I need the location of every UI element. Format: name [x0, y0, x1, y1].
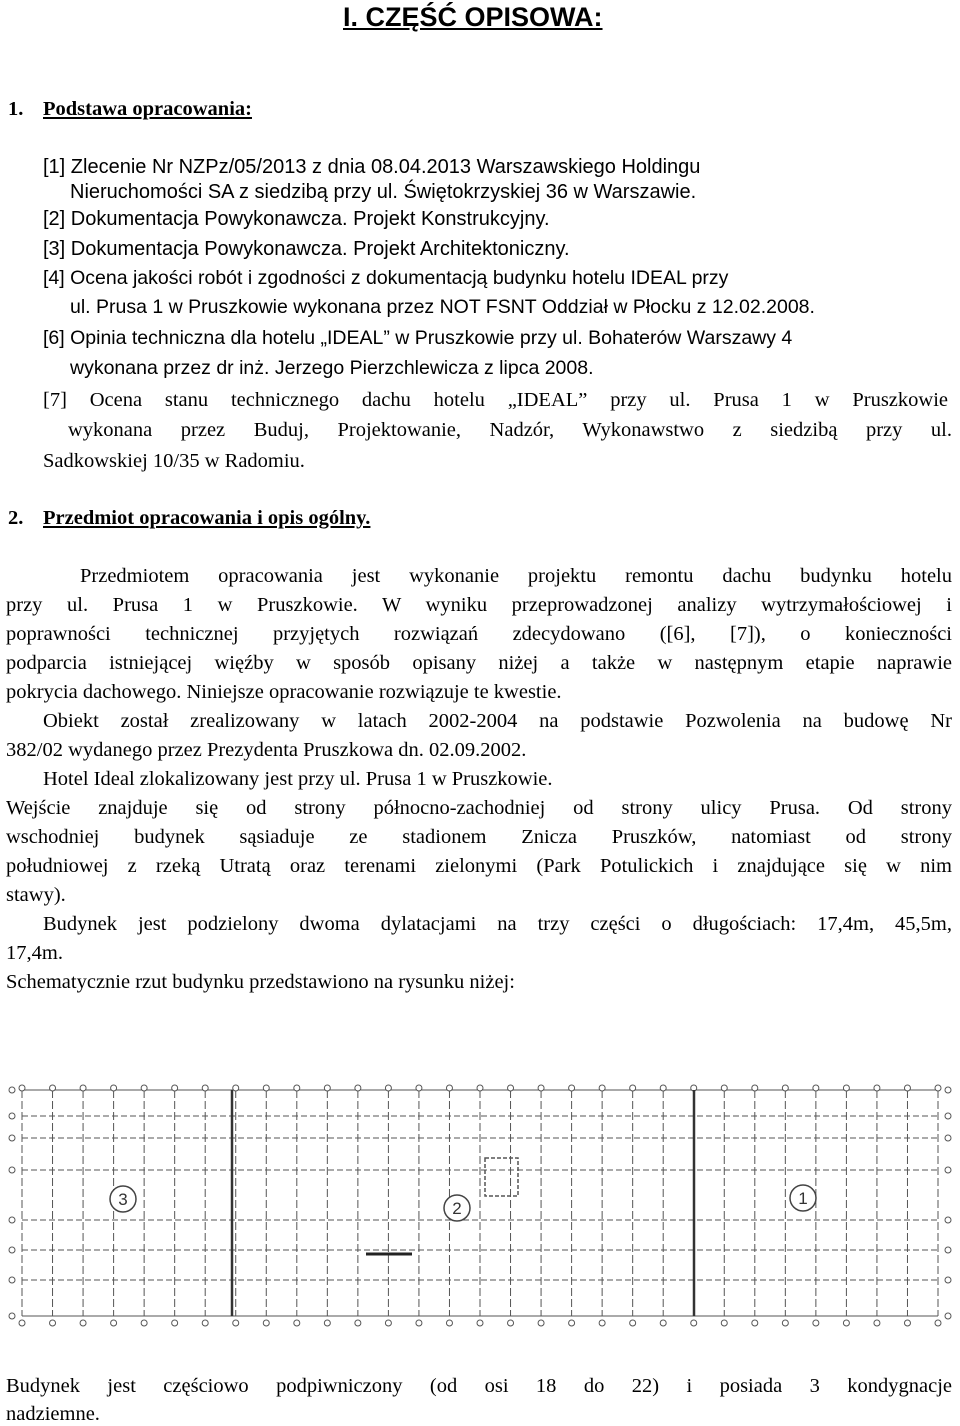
- axis-bubble: [294, 1320, 300, 1326]
- axis-bubble: [111, 1085, 117, 1091]
- footer-line: Budynek jest częściowo podpiwniczony (od osi 18 do 22) i posiada 3 kondygnacje: [6, 1375, 952, 1397]
- axis-bubble: [385, 1085, 391, 1091]
- axis-bubble: [904, 1085, 910, 1091]
- axis-bubble: [874, 1320, 880, 1326]
- axis-bubble: [80, 1085, 86, 1091]
- axis-bubble: [9, 1087, 15, 1093]
- axis-bubble: [172, 1320, 178, 1326]
- axis-bubble: [945, 1217, 951, 1223]
- axis-bubble: [9, 1247, 15, 1253]
- axis-bubble: [508, 1320, 514, 1326]
- body-line: Hotel Ideal zlokalizowany jest przy ul. Prusa 1 w Pruszkowie.: [43, 768, 553, 790]
- reference-line: [4] Ocena jakości robót i zgodności z dokumentacją budynku hotelu IDEAL przy: [43, 267, 729, 289]
- axis-bubble: [233, 1085, 239, 1091]
- axis-bubble: [111, 1320, 117, 1326]
- axis-bubble: [324, 1320, 330, 1326]
- body-line: Obiekt został zrealizowany w latach 2002-2004 na podstawie Pozwolenia na budowę Nr: [43, 710, 952, 732]
- axis-bubble: [660, 1320, 666, 1326]
- axis-bubble: [660, 1085, 666, 1091]
- reference-line: [7] Ocena stanu technicznego dachu hotelu „IDEAL” przy ul. Prusa 1 w Pruszkowie: [43, 389, 948, 411]
- axis-bubble: [172, 1085, 178, 1091]
- axis-bubble: [945, 1113, 951, 1119]
- axis-bubble: [294, 1085, 300, 1091]
- body-line: poprawności technicznej przyjętych rozwiązań zdecydowano ([6], [7]), o konieczności: [6, 623, 952, 645]
- body-line: Wejście znajduje się od strony północno-zachodniej od strony ulicy Prusa. Od strony: [6, 797, 952, 819]
- part-label: 2: [452, 1199, 462, 1218]
- axis-bubble: [80, 1320, 86, 1326]
- body-line: Budynek jest podzielony dwoma dylatacjami na trzy części o długościach: 17,4m, 45,5m,: [43, 913, 952, 935]
- axis-bubble: [874, 1085, 880, 1091]
- axis-bubble: [9, 1135, 15, 1141]
- reference-line: Nieruchomości SA z siedzibą przy ul. Świętokrzyskiej 36 w Warszawie.: [70, 181, 697, 203]
- axis-bubble: [782, 1085, 788, 1091]
- axis-bubble: [935, 1320, 941, 1326]
- axis-bubble: [446, 1085, 452, 1091]
- footer-line: nadziemne.: [6, 1403, 100, 1425]
- shaft-outline: [485, 1158, 518, 1196]
- reference-line: [6] Opinia techniczna dla hotelu „IDEAL” w Pruszkowie przy ul. Bohaterów Warszawy 4: [43, 327, 793, 349]
- axis-bubble: [945, 1313, 951, 1319]
- axis-bubble: [477, 1085, 483, 1091]
- axis-bubble: [9, 1167, 15, 1173]
- axis-bubble: [324, 1085, 330, 1091]
- axis-bubble: [19, 1085, 25, 1091]
- part-marker-3: [110, 1186, 136, 1212]
- part-label: 1: [798, 1189, 808, 1208]
- axis-bubble: [416, 1085, 422, 1091]
- body-line: wschodniej budynek sąsiaduje ze stadionem Znicza Pruszków, natomiast od strony: [6, 826, 952, 848]
- axis-bubble: [599, 1320, 605, 1326]
- body-line: Schematycznie rzut budynku przedstawiono na rysunku niżej:: [6, 971, 515, 993]
- axis-bubble: [569, 1320, 575, 1326]
- body-line: 382/02 wydanego przez Prezydenta Pruszkowa dn. 02.09.2002.: [6, 739, 527, 761]
- axis-bubble: [630, 1085, 636, 1091]
- axis-bubble: [9, 1113, 15, 1119]
- axis-bubble: [599, 1085, 605, 1091]
- axis-bubble: [19, 1320, 25, 1326]
- section-1-number: 1.: [8, 98, 24, 120]
- axis-bubble: [477, 1320, 483, 1326]
- axis-bubble: [904, 1320, 910, 1326]
- body-line: pokrycia dachowego. Niniejsze opracowanie rozwiązuje te kwestie.: [6, 681, 562, 703]
- reference-line: wykonana przez Buduj, Projektowanie, Nadzór, Wykonawstwo z siedzibą przy ul.: [68, 419, 952, 441]
- axis-bubble: [141, 1320, 147, 1326]
- body-line: 17,4m.: [6, 942, 63, 964]
- axis-bubble: [945, 1277, 951, 1283]
- reference-line: wykonana przez dr inż. Jerzego Pierzchlewicza z lipca 2008.: [70, 357, 594, 379]
- axis-bubble: [385, 1320, 391, 1326]
- axis-bubble: [202, 1085, 208, 1091]
- axis-bubble: [630, 1320, 636, 1326]
- section-2-heading: Przedmiot opracowania i opis ogólny.: [43, 507, 371, 529]
- reference-line: [1] Zlecenie Nr NZPz/05/2013 z dnia 08.04.2013 Warszawskiego Holdingu: [43, 156, 701, 178]
- part-label: 3: [118, 1190, 128, 1209]
- part-marker-2: [444, 1195, 470, 1221]
- axis-bubble: [945, 1135, 951, 1141]
- axis-bubble: [9, 1313, 15, 1319]
- axis-bubble: [263, 1085, 269, 1091]
- axis-bubble: [446, 1320, 452, 1326]
- body-line: południowej z rzeką Utratą oraz terenami zielonymi (Park Potulickich i znajdujące się w nim: [6, 855, 952, 877]
- reference-line: [2] Dokumentacja Powykonawcza. Projekt Konstrukcyjny.: [43, 208, 550, 230]
- axis-bubble: [945, 1087, 951, 1093]
- axis-bubble: [355, 1320, 361, 1326]
- axis-bubble: [50, 1320, 56, 1326]
- axis-bubble: [50, 1085, 56, 1091]
- axis-bubble: [569, 1085, 575, 1091]
- axis-bubble: [752, 1085, 758, 1091]
- axis-bubble: [202, 1320, 208, 1326]
- axis-bubble: [935, 1085, 941, 1091]
- axis-bubble: [782, 1320, 788, 1326]
- axis-bubble: [721, 1320, 727, 1326]
- page-title: I. CZĘŚĆ OPISOWA:: [343, 2, 603, 32]
- part-marker-1: [790, 1185, 816, 1211]
- reference-line: Sadkowskiej 10/35 w Radomiu.: [43, 450, 305, 472]
- axis-bubble: [233, 1320, 239, 1326]
- building-plan-drawing: [0, 1080, 960, 1330]
- axis-bubble: [843, 1320, 849, 1326]
- axis-bubble: [141, 1085, 147, 1091]
- reference-line: [3] Dokumentacja Powykonawcza. Projekt Architektoniczny.: [43, 238, 570, 260]
- body-line: stawy).: [6, 884, 66, 906]
- axis-bubble: [263, 1320, 269, 1326]
- axis-bubble: [508, 1085, 514, 1091]
- reference-line: ul. Prusa 1 w Pruszkowie wykonana przez NOT FSNT Oddział w Płocku z 12.02.2008.: [70, 296, 815, 318]
- axis-bubble: [9, 1217, 15, 1223]
- axis-bubble: [813, 1085, 819, 1091]
- section-1-heading: Podstawa opracowania:: [43, 98, 252, 120]
- axis-bubble: [945, 1247, 951, 1253]
- axis-bubble: [721, 1085, 727, 1091]
- axis-bubble: [691, 1320, 697, 1326]
- axis-bubble: [843, 1085, 849, 1091]
- body-line: przy ul. Prusa 1 w Pruszkowie. W wyniku przeprowadzonej analizy wytrzymałościowej i: [6, 594, 952, 616]
- section-2-number: 2.: [8, 507, 24, 529]
- axis-bubble: [538, 1085, 544, 1091]
- axis-bubble: [813, 1320, 819, 1326]
- axis-bubble: [945, 1167, 951, 1173]
- axis-bubble: [9, 1277, 15, 1283]
- axis-bubble: [752, 1320, 758, 1326]
- axis-bubble: [538, 1320, 544, 1326]
- body-line: Przedmiotem opracowania jest wykonanie projektu remontu dachu budynku hotelu: [80, 565, 952, 587]
- body-line: podparcia istniejącej więźby w sposób opisany niżej a także w następnym etapie naprawie: [6, 652, 952, 674]
- axis-bubble: [355, 1085, 361, 1091]
- axis-bubble: [416, 1320, 422, 1326]
